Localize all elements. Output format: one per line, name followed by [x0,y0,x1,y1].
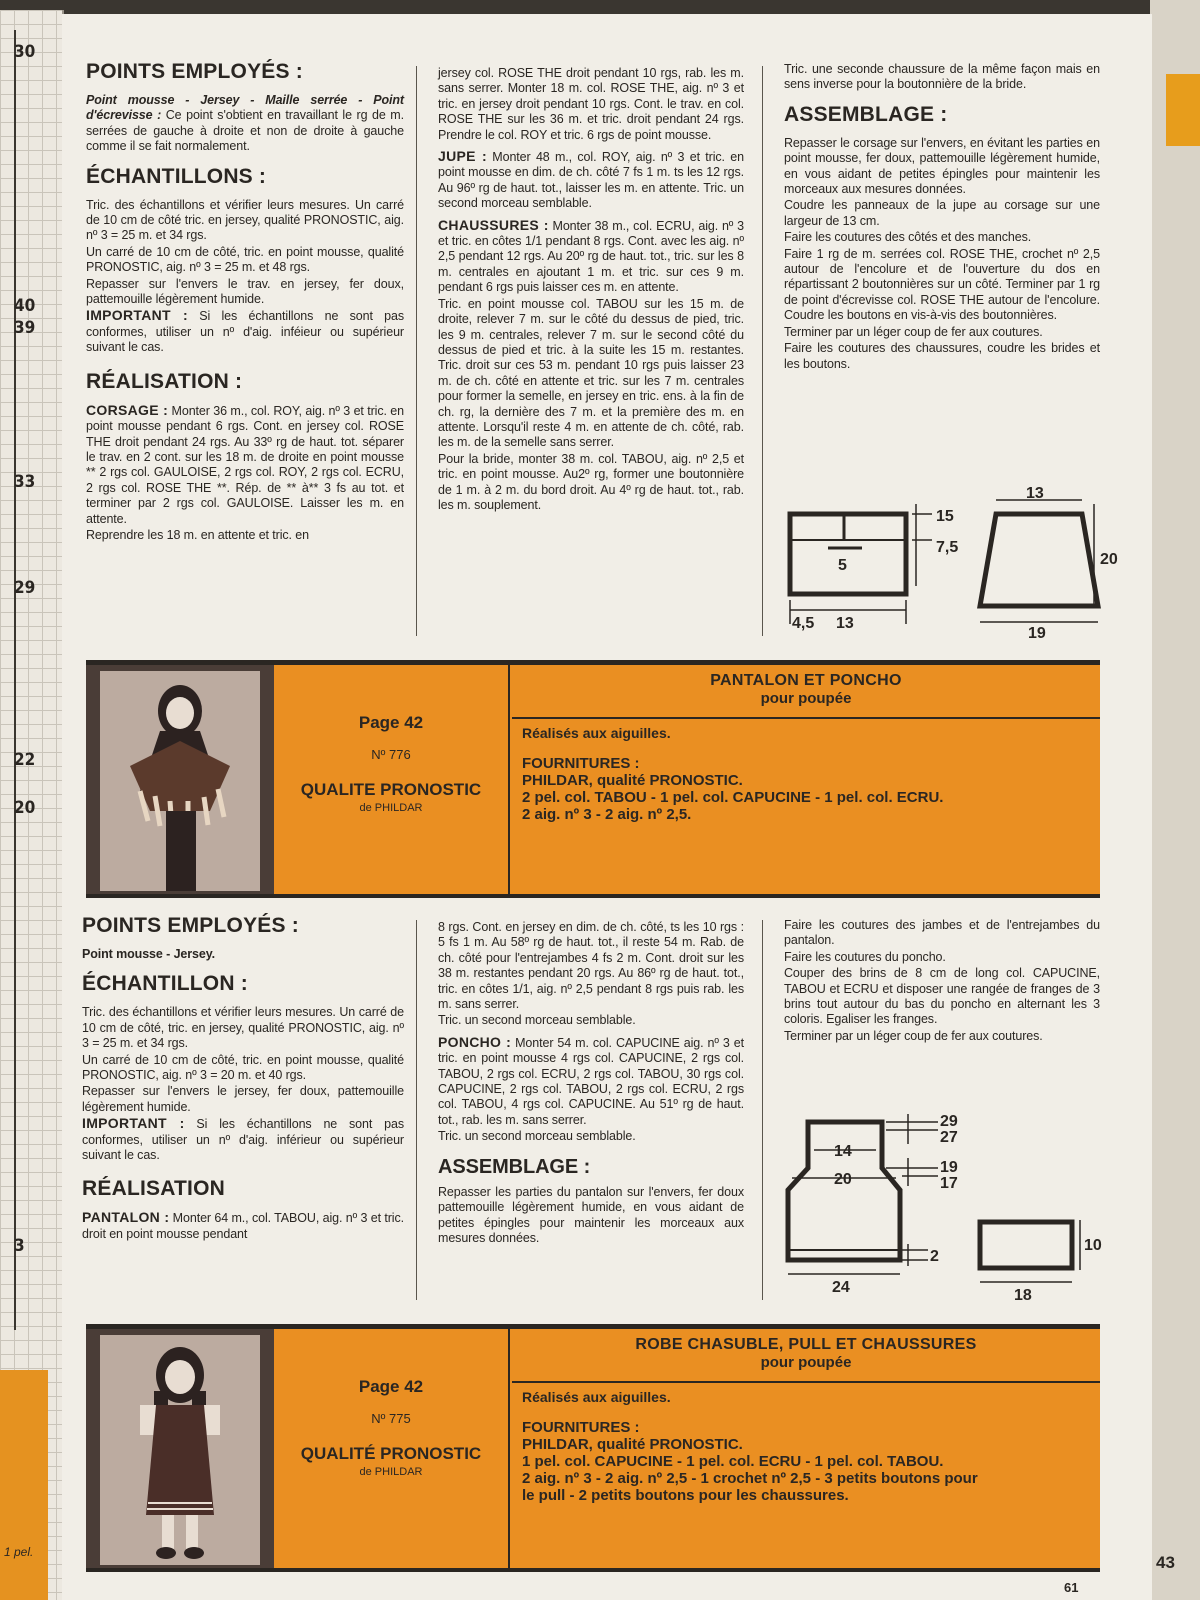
dim-label: 17 [940,1175,958,1192]
dim-label: 19 [1028,625,1046,642]
pattern-subtitle: pour poupée [760,1354,852,1371]
pattern-banner-776 [86,660,1100,898]
pattern-title: ROBE CHASUBLE, PULL ET CHAUSSURES [635,1336,977,1353]
paragraph: Monter 64 m., col. TABOU, aig. nº 3 et tric. droit en point mousse pendant [82,1211,404,1241]
paragraph: Repasser le corsage sur l'envers, en évitant les parties en point mousse, fer doux, pattemouille légèrement humide, en vous aidant de petites épingles pour maintenir les morceaux aux mesures données. [784,135,1100,197]
ruler-tick: 22 [14,750,36,770]
section-heading: RÉALISATION [82,1177,225,1201]
column-divider [416,66,417,636]
column-divider [762,920,763,1300]
important-label: IMPORTANT : [82,1115,185,1132]
paragraph: Repasser les parties du pantalon sur l'envers, fer doux pattemouille légèrement humide, en vous aidant de petites épingles pour maintenir les morceaux aux mesures données. [438,1184,744,1245]
ruler-tick: 29 [14,578,36,598]
dim-label: 10 [1084,1237,1102,1254]
yarn-quality: QUALITE PRONOSTIC [300,780,482,799]
dim-label: 13 [1026,485,1044,502]
pants-poncho-diagram [778,1114,1118,1314]
section-heading: RÉALISATION : [86,369,243,393]
paragraph: 8 rgs. Cont. en jersey en dim. de ch. côté, ts les 10 rgs : 5 fs 1 m. Au 58º rg de haut. tot., il reste 54 m. Rab. de ch. côté pour l'entrejambes 4 fs 2 m. Cont. droit sur les 38 m. restantes pendant 20 rgs. Au 86º rg de haut. tot., tric. en côtes 1/1, aig. nº 2,5 pendant 8 rgs puis rab. les m. sans serrer. [438,920,744,1012]
paragraph: Terminer par un léger coup de fer aux coutures. [784,324,1043,339]
ruler-line [14,30,16,1330]
doll-photo [86,665,274,894]
paragraph: Faire les coutures des chaussures, coudre les brides et les boutons. [784,341,1100,371]
dim-label: 2 [930,1248,939,1265]
column-divider [762,66,763,636]
supplies-line: 1 pel. col. CAPUCINE - 1 pel. col. ECRU - 1 pel. col. TABOU. [522,1453,944,1470]
magazine-page [62,14,1152,1600]
pattern-subtitle: pour poupée [760,690,852,707]
section-heading: POINTS EMPLOYÉS : [82,914,299,937]
paragraph: Monter 38 m., col. ECRU, aig. nº 3 et tric. en côtes 1/1 pendant 8 rgs. Cont. avec les aig. nº 2,5 pendant 12 rgs. Au 20º rg de haut. tot., tric. sur les 8 m. centrales en ajoutant 1 m. et tric. sur ces 9 m. pendant 6 rgs puis laisser ces m. en attente. [438,218,744,295]
paragraph: Faire 1 rg de m. serrées col. ROSE THE, crochet nº 2,5 autour de l'encolure et de l'ouverture du dos en répartissant 2 boutonnières sur un côté. Terminer par 1 rg de point d'écrevisse col. ROSE THE autour de l'encolure. Coudre les boutons en vis-à-vis des boutonnières. [784,246,1100,323]
paragraph: Un carré de 10 cm de côté, tric. en point mousse, qualité PRONOSTIC, aig. nº 3 = 25 m. et 48 rgs. [86,244,404,275]
part-label: PANTALON : [82,1209,170,1226]
paragraph: Repasser sur l'envers le trav. en jersey, fer doux, pattemouille légèrement humide. [86,276,404,307]
dim-label: 19 [940,1159,958,1176]
dim-label: 4,5 [792,615,815,632]
brand: de PHILDAR [359,802,423,814]
banner-details [512,1329,1100,1568]
part-label: CORSAGE : [86,401,169,418]
paragraph: Tric. un second morceau semblable. [438,1013,636,1028]
part-label: JUPE : [438,148,487,165]
paragraph: Monter 54 m. col. CAPUCINE aig. nº 3 et tric. en point mousse 4 rgs col. CAPUCINE, 2 rgs col. TABOU, 2 rgs col. ECRU, 2 rgs col. TABOU, 30 rgs col. CAPUCINE, 2 rgs col. TABOU, 2 rgs col. ECRU, 2 rgs col. TABOU, 4 rgs col. CAPUCINE. Au 51º rg de haut. tot., rab. les m. sans serrer. [438,1035,744,1127]
pattern-number: Nº 776 [371,747,411,762]
dim-label: 5 [838,557,847,574]
paragraph: Tric. en point mousse col. TABOU sur les 15 m. de droite, relever 7 m. sur le côté du dessus de pied, tric. les 9 m. centrales, relever 7 m. sur le second côté du dessus de pied et tric. à la suite les 15 m. restantes. Tric. droit sur ces 53 m. pendant 10 rgs puis laisser 23 m. de ch. côté en attente et tric. sur les 7 m. centrales pour former la semelle, en jersey en tric. ens. à la fin de ch. rg, la dernière des 7 m. et la première des m. en attente. Lorsqu'il reste 4 m. en attente de ch. côté, rab. les m. de la semelle sans serrer. [438,296,744,450]
paragraph: Faire les coutures des côtés et des manches. [784,230,1032,245]
dim-label: 7,5 [936,539,959,556]
mid-column-3 [784,918,1100,1045]
paragraph: Repasser sur l'envers le jersey, fer doux, pattemouille légèrement humide. [82,1084,404,1114]
supplies-line: 2 pel. col. TABOU - 1 pel. col. CAPUCINE - 1 pel. col. ECRU. [522,789,944,806]
dim-label: 20 [834,1171,852,1188]
part-label: CHAUSSURES : [438,216,549,233]
paragraph: Si les échantillons ne sont pas conformes, utiliser un nº d'aig. inférieur ou supérieur suivant le cas. [82,1117,404,1163]
dim-label: 15 [936,508,954,525]
bodice-skirt-diagram [776,474,1116,644]
supplies-line: 2 aig. nº 3 - 2 aig. nº 2,5. [522,806,692,823]
pattern-banner-775 [86,1324,1100,1572]
dim-label: 18 [1014,1287,1032,1304]
left-orange-tab [0,1370,48,1600]
brand: de PHILDAR [359,1466,423,1478]
left-page-text: 1 pel. [4,1545,34,1559]
paragraph: Reprendre les 18 m. en attente et tric. en [86,527,310,542]
paragraph: Monter 36 m., col. ROY, aig. nº 3 et tric. en point mousse pendant 6 rgs. Cont. en jersey col. ROSE THE droit pendant 24 rgs. Au 33º rg de haut. tot. séparer le trav. en 2 cont. sur les 18 m. de droite en point mousse ** 2 rgs col. GAULOISE, 2 rgs col. ROY, 2 rgs col. ECRU, 2 rgs col. ROSE THE **. Rép. de ** à** 3 fs au tot. et terminer par 2 rgs col. GAULOISE. Laisser les m. en attente. [86,403,404,526]
dim-label: 13 [836,615,854,632]
paragraph: Un carré de 10 cm de côté, tric. en point mousse, qualité PRONOSTIC, aig. nº 3 = 20 m. et 40 rgs. [82,1052,404,1083]
ruler-tick: 30 [14,42,36,62]
left-page-edge [0,10,64,1600]
paragraph: Faire les coutures du poncho. [784,949,946,964]
section-heading: ASSEMBLAGE : [784,102,948,126]
pattern-title: PANTALON ET PONCHO [710,672,902,689]
page-number: 61 [1064,1580,1079,1595]
supplies-heading: FOURNITURES : [522,1419,640,1436]
section-heading: POINTS EMPLOYÉS : [86,60,303,83]
section-heading: ÉCHANTILLON : [82,972,248,996]
ruler-tick: 33 [14,472,36,492]
ruler-tick: 40 [14,296,36,316]
paragraph: Faire les coutures des jambes et de l'entrejambes du pantalon. [784,918,1100,948]
column-divider [416,920,417,1300]
paragraph: Monter 48 m., col. ROY, aig. nº 3 et tric. en point mousse en dim. de ch. côté 7 fs 1 m. ts les 12 rgs. Au 96º rg de haut. tot., laisser les m. en attente. Tric. un second morceau semblable. [438,150,744,211]
right-page-edge [1150,0,1200,1600]
top-column-1 [86,60,404,544]
paragraph: Coudre les panneaux de la jupe au corsage sur une largeur de 13 cm. [784,198,1100,228]
banner-info [274,665,510,894]
banner-details [512,665,1100,894]
paragraph: Tric. une seconde chaussure de la même façon mais en sens inverse pour la boutonnière de la bride. [784,62,1100,92]
paragraph: Tric. un second morceau semblable. [438,1129,636,1144]
paragraph: Pour la bride, monter 38 m. col. TABOU, aig. nº 2,5 et tric. en point mousse. Au2º rg, former une boutonnière de 1 m. à 2 m. du bord droit. Au 4º rg de haut. tot., rab. les m. souplement. [438,451,744,512]
doll-dress-image [100,1335,260,1565]
dim-label: 14 [834,1143,852,1160]
page-ref: Page 42 [358,713,424,732]
page-ref: Page 42 [358,1377,424,1396]
dim-label: 29 [940,1113,958,1130]
supplies-heading: FOURNITURES : [522,755,640,772]
stitch-description: Ce point s'obtient en travaillant le rg de m. serrées de gauche à droite et non de droite à gauche comme il se fait normalement. [86,108,404,154]
skirt-shape [980,514,1098,606]
paragraph: Tric. des échantillons et vérifier leurs mesures. Un carré de 10 cm de côté, tric. en jersey, qualité PRONOSTIC, aig. nº 3 = 25 m. et 34 rgs. [82,1005,404,1051]
stitch-names: Point mousse - Jersey. [82,947,216,961]
paragraph: Tric. des échantillons et vérifier leurs mesures. Un carré de 10 cm de côté tric. en jersey, qualité PRONOSTIC, aig. nº 3 = 25 m. et 34 rgs. [86,197,404,243]
poncho-shape [980,1222,1072,1268]
mid-column-1 [82,914,404,1243]
ruler-tick: 20 [14,798,36,818]
doll-photo [86,1329,274,1568]
dim-label: 27 [940,1129,958,1146]
paragraph: Si les échantillons ne sont pas conformes, utiliser un nº d'aig. inféieur ou supérieur suivant le cas. [86,309,404,355]
right-orange-tab [1166,74,1200,146]
important-label: IMPORTANT : [86,307,188,324]
stitch-names: Point mousse - Jersey - Maille serrée - Point d'écrevisse : [86,93,404,123]
ruler-tick: 39 [14,318,36,338]
dim-label: 20 [1100,551,1118,568]
top-column-2 [438,66,744,514]
paragraph: jersey col. ROSE THE droit pendant 10 rgs, rab. les m. sans serrer. Monter 18 m. col. ROSE THE, aig. nº 3 et tric. en jersey droit pendant 10 rgs. Cont. le trav. en col. ROSE THE sur les 36 m. et tric. droit pendant 24 rgs. Prendre le col. ROY et tric. 6 rgs de point mousse. [438,66,744,142]
section-heading: ASSEMBLAGE : [438,1155,591,1178]
paragraph: Terminer par un léger coup de fer aux coutures. [784,1028,1043,1043]
bodice-shape [790,514,906,594]
technique: Réalisés aux aiguilles. [522,1389,671,1405]
section-heading: ÉCHANTILLONS : [86,164,267,188]
banner-info [274,1329,510,1568]
part-label: PONCHO : [438,1033,512,1050]
paragraph: Couper des brins de 8 cm de long col. CAPUCINE, TABOU et ECRU et disposer une rangée de franges de 3 brins tout autour du bas du poncho en alternant les 3 coloris. Egaliser les franges. [784,966,1100,1027]
top-column-3 [784,62,1100,373]
supplies-line: PHILDAR, qualité PRONOSTIC. [522,1436,743,1453]
dim-label: 24 [832,1279,850,1296]
supplies-line: PHILDAR, qualité PRONOSTIC. [522,772,743,789]
pattern-number: Nº 775 [371,1411,411,1426]
doll-poncho-image [100,671,260,891]
technique: Réalisés aux aiguilles. [522,725,671,741]
right-page-number: 43 [1156,1553,1175,1572]
ruler-tick: 3 [14,1236,25,1256]
yarn-quality: QUALITÉ PRONOSTIC [300,1444,482,1463]
mid-column-2 [438,920,744,1247]
supplies-line: 2 aig. nº 3 - 2 aig. nº 2,5 - 1 crochet nº 2,5 - 3 petits boutons pour [522,1470,978,1487]
supplies-line: le pull - 2 petits boutons pour les chaussures. [522,1487,849,1504]
